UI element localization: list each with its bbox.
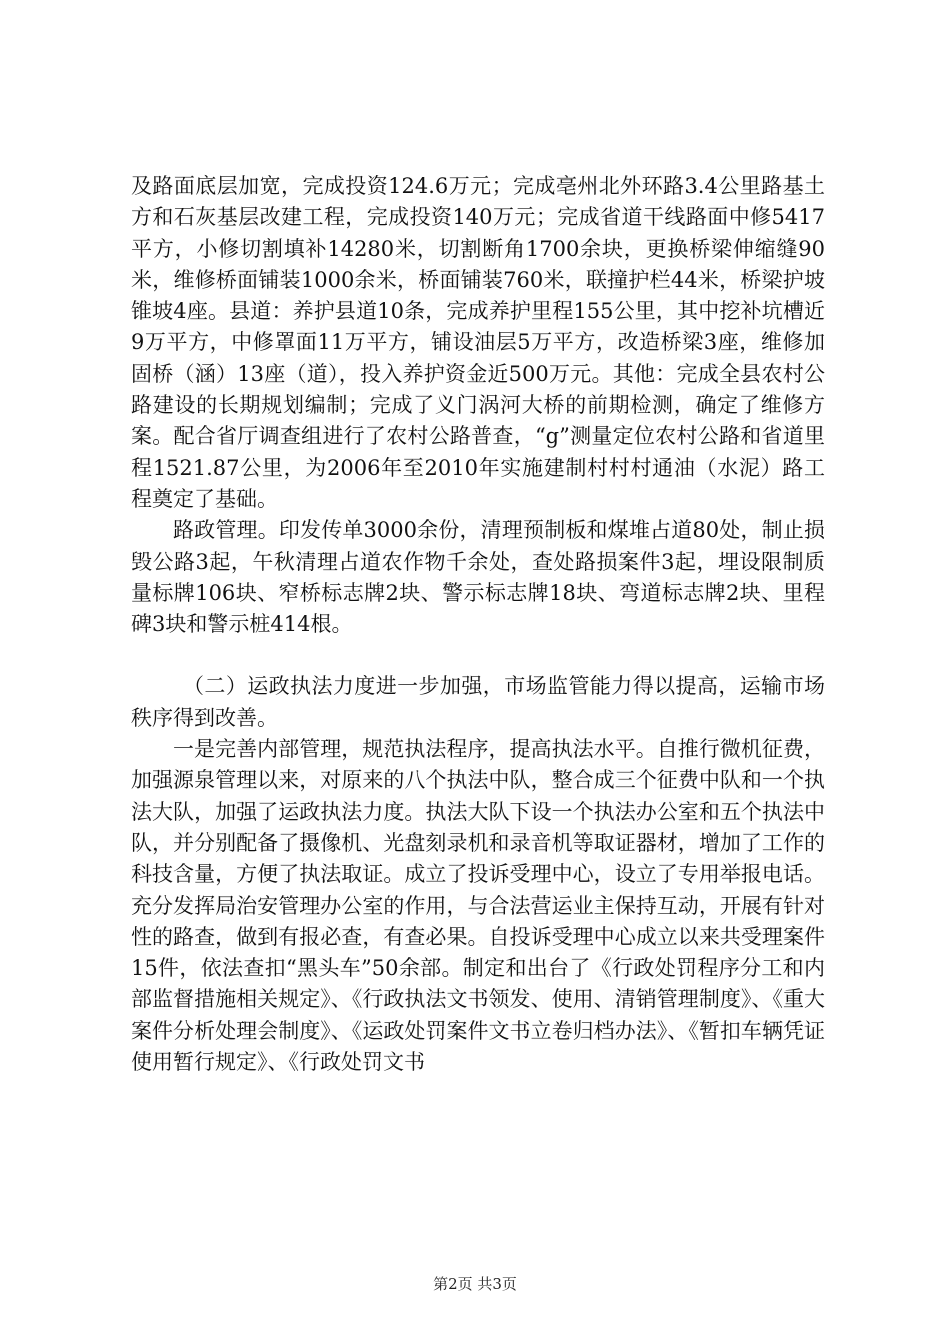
paragraph-gap xyxy=(131,640,825,671)
paragraph-road-administration: 路政管理。印发传单3000余份，清理预制板和煤堆占道80处，制止损毁公路3起，午秋清理占道农作物千余处，查处路损案件3起，埋设限制质量标牌106块、窄桥标志牌2块、警示标志牌18块、弯道标志牌2块、里程碑3块和警示桩414根。 xyxy=(131,518,825,637)
paragraph-road-maintenance: 及路面底层加宽，完成投资124.6万元；完成亳州北外环路3.4公里路基土方和石灰基层改建工程，完成投资140万元；完成省道干线路面中修5417平方，小修切割填补14280米，切割断角1700余块，更换桥梁伸缩缝90米，维修桥面铺装1000余米，桥面铺装760米，联撞护栏44米，桥梁护坡锥坡4座。县道：养护县道10条，完成养护里程155公里，其中挖补坑槽近9万平方，中修罩面11万平方，铺设油层5万平方，改造桥梁3座，维修加固桥（涵）13座（道），投入养护资金近500万元。其他：完成全县农村公路建设的长期规划编制；完成了义门涡河大桥的前期检测，确定了维修方案。配合省厅调查组进行了农村公路普查，“g”测量定位农村公路和省道里程1521.87公里，为2006年至2010年实施建制村村村通油（水泥）路工程奠定了基础。 xyxy=(131,174,825,511)
page-number-footer: 第2页 共3页 xyxy=(433,1275,517,1293)
paragraph-internal-management: 一是完善内部管理，规范执法程序，提高执法水平。自推行微机征费，加强源泉管理以来，对原来的八个执法中队，整合成三个征费中队和一个执法大队，加强了运政执法力度。执法大队下设一个执法办公室和五个执法中队，并分别配备了摄像机、光盘刻录机和录音机等取证器材，增加了工作的科技含量，方便了执法取证。成立了投诉受理中心，设立了专用举报电话。充分发挥局治安管理办公室的作用，与合法营运业主保持互动，开展有针对性的路查，做到有报必查，有查必果。自投诉受理中心成立以来共受理案件15件，依法查扣“黑头车”50余部。制定和出台了《行政处罚程序分工和内部监督措施相关规定》、《行政执法文书领发、使用、清销管理制度》、《重大案件分析处理会制度》、《运政处罚案件文书立卷归档办法》、《暂扣车辆凭证使用暂行规定》、《行政处罚文书 xyxy=(131,737,825,1075)
document-body xyxy=(131,171,825,1078)
section-heading-transport-enforcement: （二）运政执法力度进一步加强，市场监管能力得以提高，运输市场秩序得到改善。 xyxy=(131,674,825,730)
